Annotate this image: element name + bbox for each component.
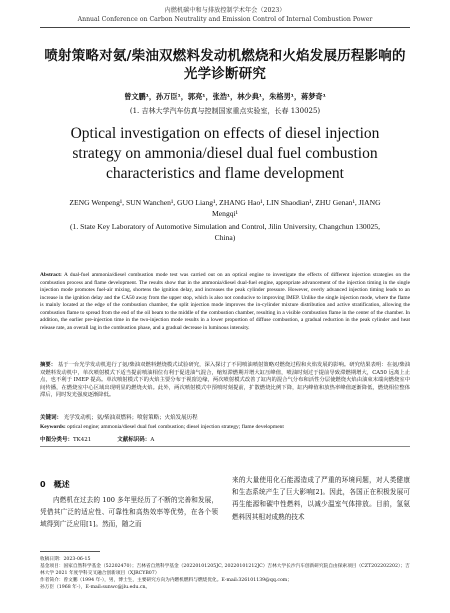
abstract-english [40, 272, 410, 332]
abstract-chinese [40, 362, 410, 400]
running-header [0, 7, 450, 24]
footnote-funding: 基金项目：国家自然科学基金（52202470）；吉林省自然科学基金（20220101205JC, 20220101212JC）吉林大学长沙汽车创新研究院自由探索项目（CZT202202202）；吉林大学 2021 年度学科交叉融合创新项目（XJRCYB07） [40, 564, 410, 576]
footnote-author-2: 孙万臣（1968 年-），E-mail:sunwc@jlu.edu.cn。 [40, 585, 151, 590]
body-divider [40, 446, 410, 447]
footnotes [40, 556, 410, 591]
header-conference-en: Annual Conference on Carbon Neutrality and Emission Control of Internal Combustion Power [77, 15, 373, 23]
footnote-rule [40, 551, 100, 552]
affiliation-chinese: (1. 吉林大学汽车仿真与控制国家重点实验室，长春 130025) [129, 107, 321, 115]
keywords-chinese-label: 关键词： [40, 415, 63, 421]
footnote-received: 收稿日期：2023-06-15 [40, 557, 91, 562]
intro-paragraph-left: 内燃机在过去的 100 多年里经历了不断的完善和发展，凭借其广泛的适应性、可靠性和高热效率等优势，在各个领域得到广泛应用[1]。然而，随之而 [40, 496, 218, 529]
keywords-english-text: optical engine; ammonia/diesel dual fuel combustion; diesel injection strategy; flame development [67, 424, 284, 430]
title-chinese: 喷射策略对氨/柴油双燃料发动机燃烧和火焰发展历程影响的光学诊断研究 [44, 48, 406, 82]
keywords-chinese-text: 光学发动机；氨/柴油双燃料；喷射策略；火焰发展历程 [63, 415, 198, 421]
classification-line [40, 435, 410, 443]
intro-paragraph-right: 来的大量使用化石能源造成了严重的环境问题，对人类健康和生态系统产生了巨大影响[2]。因此，各国正在积极发展可再生能源和碳中性燃料，以减少温室气体排放。目前，氢氨燃料因其相对成熟的技术 [232, 476, 410, 521]
keywords-english-label: Keywords: [40, 424, 66, 430]
title-english: Optical investigation on effects of diesel injection strategy on ammonia/diesel dual fuel combustion characteristics and flame development [70, 125, 380, 182]
keywords-english [40, 424, 410, 430]
header-conference-zh: 内燃机碳中和与排放控制学术年会（2023） [164, 7, 286, 14]
section-heading: 0 概述 [40, 480, 70, 489]
abstract-english-label: Abstract: [40, 272, 62, 278]
keywords-chinese [40, 413, 410, 421]
authors-english: ZENG Wenpeng¹, SUN Wanchen¹, GUO Liang¹, ZHANG Hao¹, LIN Shaodian¹, ZHU Genan¹, JIANG Mengqi¹ [69, 198, 381, 218]
footnote-author-1: 作者简介：曾文鹏（1994 年-），男，博士生，主要研究方向为内燃机燃料与燃烧优化。E-mail:326101139@qq.com； [40, 578, 292, 583]
header-rule [40, 27, 410, 28]
clc-value: TK421 [73, 437, 92, 443]
abstract-chinese-label: 摘要： [40, 362, 57, 368]
doc-code-label: 文献标识码： [117, 437, 151, 443]
authors-chinese: 曾文鹏¹，孙万臣¹，郭亮¹，张浩¹，林少典¹，朱格男¹，蒋梦奇¹ [124, 92, 326, 101]
affiliation-english: (1. State Key Laboratory of Automotive Simulation and Control, Jilin University, Changchun 130025, China) [70, 222, 380, 242]
abstract-chinese-text: 基于一台光学发动机进行了氨/柴油双燃料燃烧模式试验研究，深入探讨了不同喷油喷射策略对燃烧过程和火焰发展的影响。研究结果表明：在氨/柴油双燃料发动机中，单次喷射模式下适当提前喷油相位有利于促进油气混合，缩短滞燃期并增大缸压峰值，喷油时刻过于提前导致滞燃期增大，CA50 远离上止点，也不利于 IMEP 提高。单次喷射模式下的火焰主要分布于视窗边缘，两次喷射模式改善了缸内的混合气分布和活性分层使燃烧火焰由油束末端向燃烧室中间传播，在燃烧室中心区域出现明显的燃烧火焰。此外，两次喷射模式中预喷时刻提前，扩散燃烧比例下降，缸内峰值和放热率峰值逐渐降低，燃烧相位整体滞后，同时发光强度逐渐降低。 [40, 362, 410, 399]
abstract-english-text: A dual-fuel ammonia/diesel combustion mode test was carried out on an optical engine to investigate the effects of different injection strategies on the combustion process and flame development. The results show that in the ammonia/diesel dual-fuel engine, appropriate advancement of the injection timing in the single injection mode promotes fuel-air mixing, shortens the ignition delay, and increases the peak cylinder pressure. However, overly advanced injection timing leads to an increase in the ignition delay and the CA50 away from the upper stop, which is also not conducive to improving IMEP. Unlike the single injection mode, where the flame is mainly located at the edge of the combustion chamber, the split injection mode improves the in-cylinder mixture distribution and active stratification, allowing the combustion flame to spread from the end of the oil beam to the middle of the combustion chamber, resulting in a visible combustion flame in the center of the chamber. In addition, the earlier pre-injection time in the two-injection mode results in a lower proportion of diffuse combustion, a gradual reduction in the peak cylinder and heat release rate, an overall lag in the combustion phase, and a gradual decrease in luminous intensity. [40, 272, 410, 331]
doc-code-value: A [150, 437, 155, 443]
clc-label: 中图分类号： [40, 437, 74, 443]
